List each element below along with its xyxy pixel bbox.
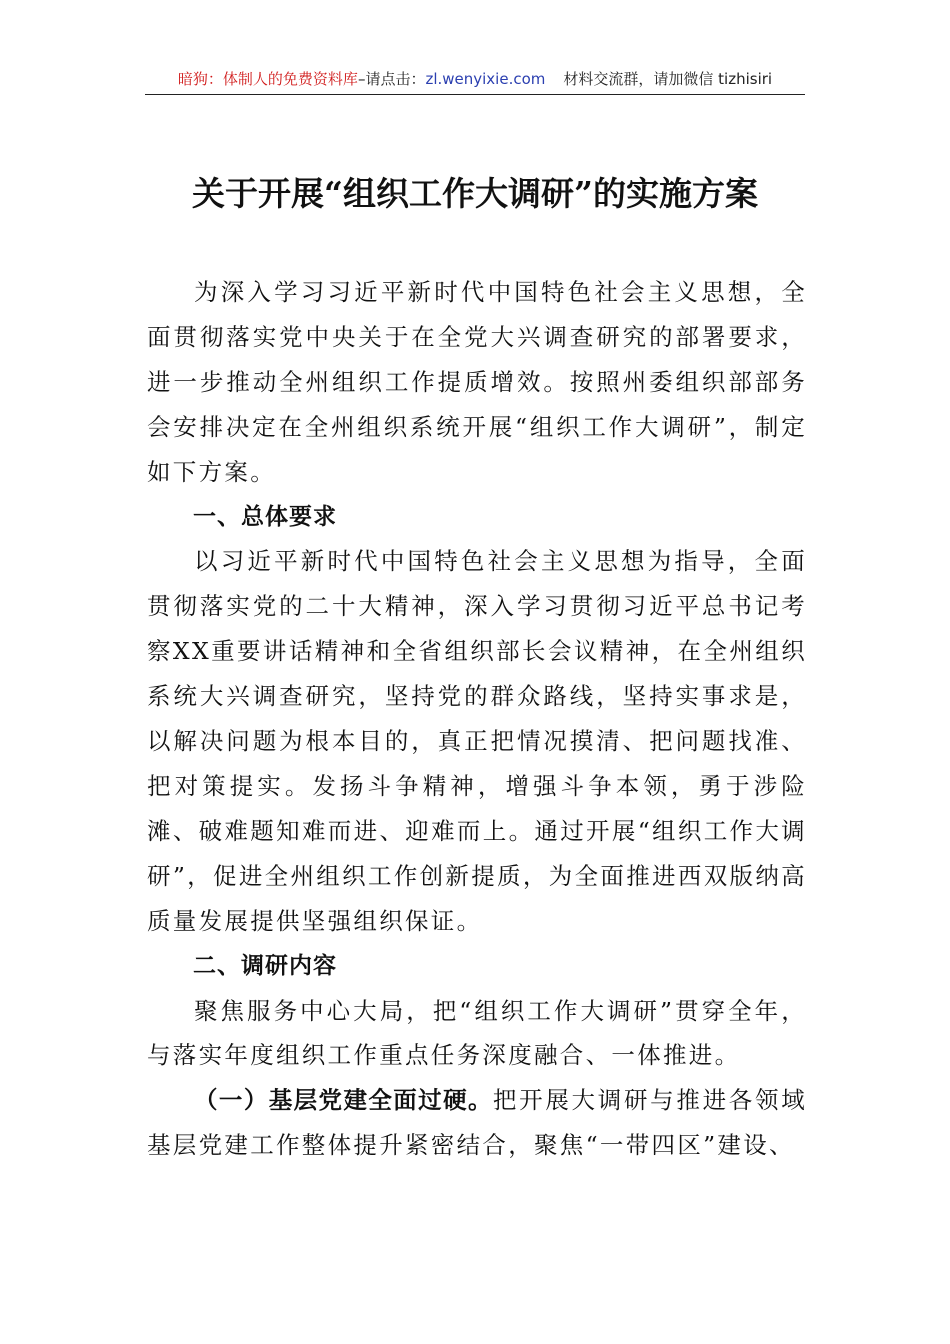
grassroots-party-paragraph	[147, 1078, 807, 1168]
grassroots-party-lead: （一）基层党建全面过硬。	[194, 1086, 493, 1115]
page-header	[145, 68, 805, 95]
header-wechat-text: 材料交流群，请加微信 tizhisiri	[563, 70, 773, 88]
research-content-paragraph: 聚焦服务中心大局，把“组织工作大调研”贯穿全年，与落实年度组织工作重点任务深度融合、一体推进。	[147, 996, 807, 1070]
document-title: 关于开展“组织工作大调研”的实施方案	[192, 174, 758, 213]
general-requirements-paragraph: 以习近平新时代中国特色社会主义思想为指导，全面贯彻落实党的二十大精神，深入学习贯彻习近平总书记考察XX重要讲话精神和全省组织部长会议精神，在全州组织系统大兴调查研究，坚持党的群众路线，坚持实事求是，以解决问题为根本目的，真正把情况摸清、把问题找准、把对策提实。发扬斗争精神，增强斗争本领，勇于涉险滩、破难题知难而进、迎难而上。通过开展“组织工作大调研”，促进全州组织工作创新提质，为全面推进西双版纳高质量发展提供坚强组织保证。	[147, 547, 807, 935]
section-heading-general-requirements: 一、总体要求	[193, 503, 337, 530]
grassroots-party-text: 把开展大调研与推进各领域基层党建工作整体提升紧密结合，聚焦“一带四区”建设、	[147, 1086, 807, 1160]
header-click-text: –请点击：	[357, 70, 426, 88]
header-url-link[interactable]: zl.wenyixie.com	[425, 70, 546, 88]
section-heading-research-content: 二、调研内容	[193, 952, 337, 979]
document-body	[147, 270, 807, 1168]
intro-paragraph: 为深入学习习近平新时代中国特色社会主义思想，全面贯彻落实党中央关于在全党大兴调查研究的部署要求，进一步推动全州组织工作提质增效。按照州委组织部部务会安排决定在全州组织系统开展“组织工作大调研”，制定如下方案。	[147, 278, 807, 486]
header-library-text: 暗狗：体制人的免费资料库	[177, 70, 358, 88]
